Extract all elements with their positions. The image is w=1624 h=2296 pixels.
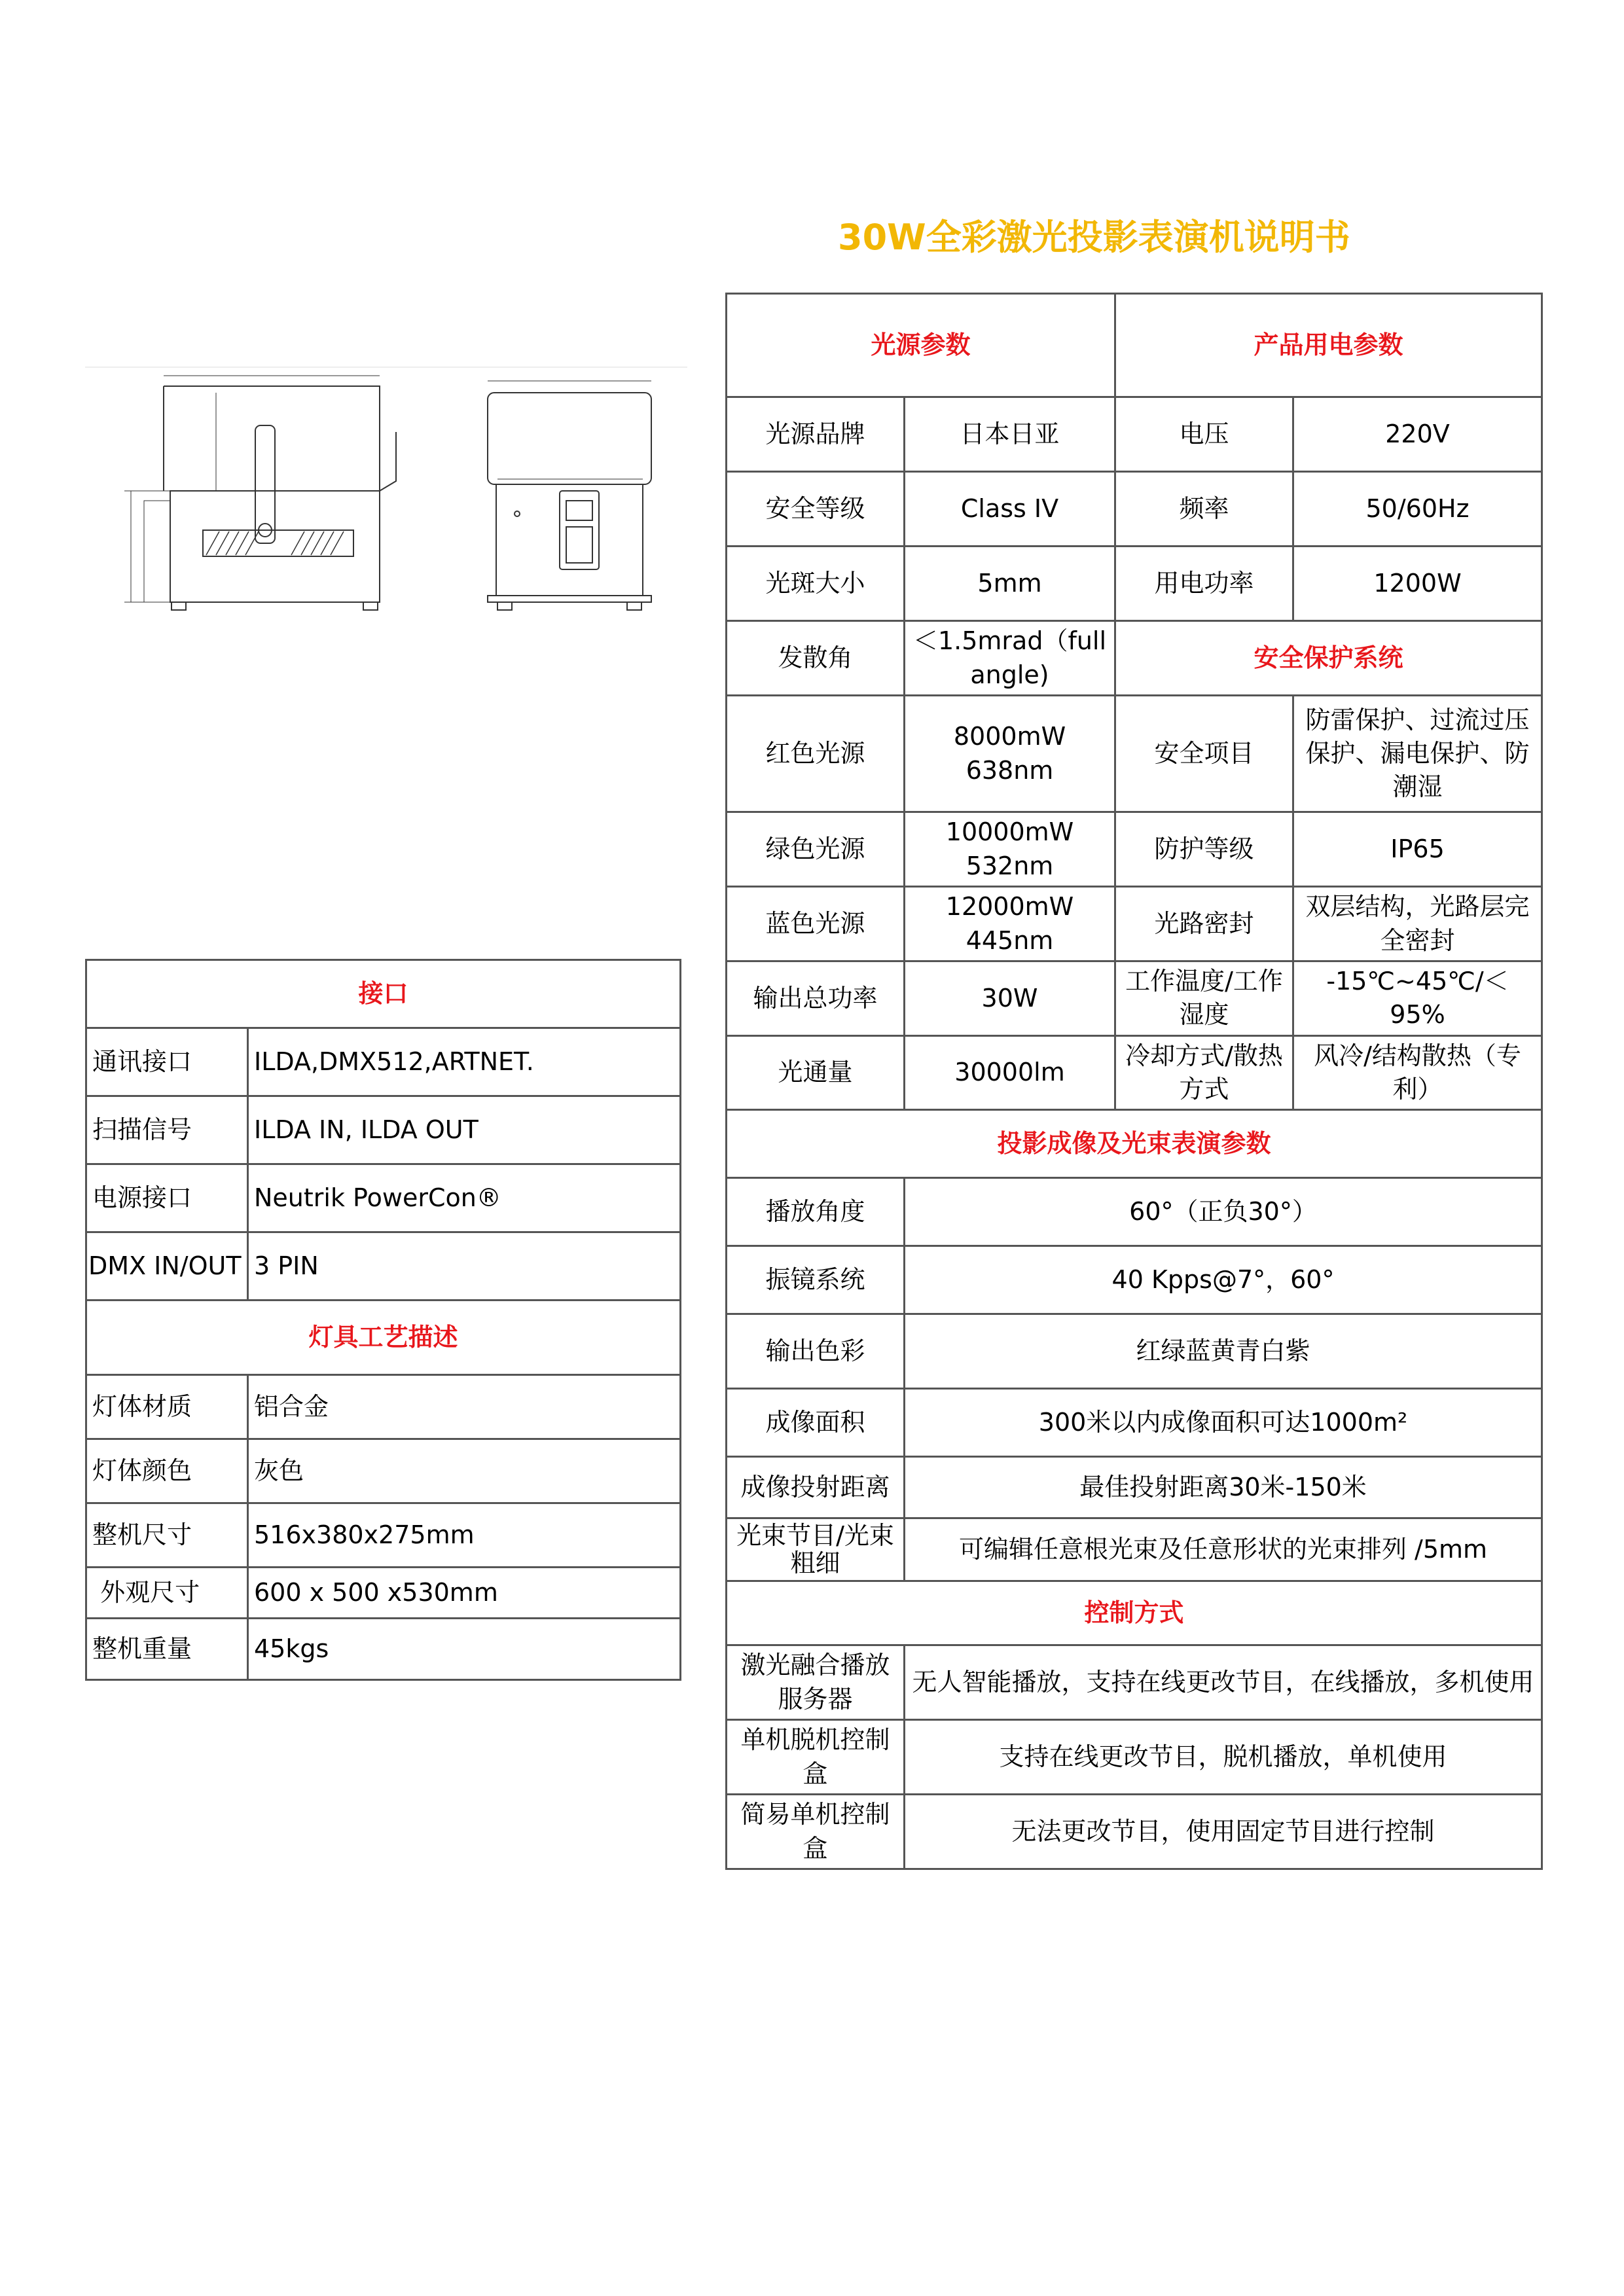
table-row <box>727 1035 1542 1110</box>
spec-label: 光路密封 <box>1115 887 1293 961</box>
spec-label: 安全等级 <box>727 472 905 547</box>
iface-value: 3 PIN <box>248 1232 681 1300</box>
spec-value: 双层结构，光路层完全密封 <box>1293 887 1542 961</box>
table-row <box>86 1375 681 1439</box>
spec-value: 40 Kpps@7°，60° <box>905 1246 1542 1314</box>
spec-label: 安全项目 <box>1115 696 1293 812</box>
spec-value: 日本日亚 <box>905 397 1115 472</box>
table-row <box>86 1503 681 1568</box>
table-row <box>86 1028 681 1096</box>
spec-value: 5mm <box>905 547 1115 621</box>
iface-value: 灰色 <box>248 1439 681 1503</box>
interface-header-row <box>86 960 681 1028</box>
table-row <box>86 1164 681 1232</box>
spec-value: Class IV <box>905 472 1115 547</box>
spec-value: 220V <box>1293 397 1542 472</box>
spec-label: 电压 <box>1115 397 1293 472</box>
spec-value: 1200W <box>1293 547 1542 621</box>
table-row <box>727 472 1542 547</box>
table-row <box>727 812 1542 887</box>
table-row <box>727 1178 1542 1246</box>
iface-label: 整机重量 <box>86 1619 248 1680</box>
document-title: 30W全彩激光投影表演机说明书 <box>838 217 1350 258</box>
spec-label: 防护等级 <box>1115 812 1293 887</box>
side-view-drawing-icon <box>488 381 651 610</box>
table-row <box>727 1457 1542 1518</box>
spec-value: ＜1.5mrad（full angle) <box>905 621 1115 696</box>
table-row <box>727 1645 1542 1720</box>
table-row <box>727 621 1542 696</box>
spec-value: 无人智能播放，支持在线更改节目，在线播放，多机使用 <box>905 1645 1542 1720</box>
table-row <box>727 1518 1542 1581</box>
spec-label: 工作温度/工作湿度 <box>1115 961 1293 1036</box>
table-row <box>727 1795 1542 1869</box>
safety-system-header: 安全保护系统 <box>1115 621 1542 696</box>
iface-value: ILDA IN, ILDA OUT <box>248 1096 681 1164</box>
front-view-drawing-icon <box>124 376 396 610</box>
iface-label: 外观尺寸 <box>86 1568 248 1619</box>
iface-label: 电源接口 <box>86 1164 248 1232</box>
spec-value: 防雷保护、过流过压保护、漏电保护、防潮湿 <box>1293 696 1542 812</box>
spec-label: 光通量 <box>727 1035 905 1110</box>
table-row <box>727 1246 1542 1314</box>
table-row <box>727 1720 1542 1795</box>
spec-label: 蓝色光源 <box>727 887 905 961</box>
spec-label: 绿色光源 <box>727 812 905 887</box>
spec-value: 无法更改节目，使用固定节目进行控制 <box>905 1795 1542 1869</box>
spec-header-row <box>727 294 1542 397</box>
spec-label: 红色光源 <box>727 696 905 812</box>
iface-value: 45kgs <box>248 1619 681 1680</box>
spec-label: 成像投射距离 <box>727 1457 905 1518</box>
spec-label: 成像面积 <box>727 1389 905 1457</box>
craft-header-row <box>86 1300 681 1375</box>
spec-label: 输出总功率 <box>727 961 905 1036</box>
spec-value: 30W <box>905 961 1115 1036</box>
spec-label: 振镜系统 <box>727 1246 905 1314</box>
table-row <box>86 1439 681 1503</box>
iface-label: 灯体颜色 <box>86 1439 248 1503</box>
spec-label: 播放角度 <box>727 1178 905 1246</box>
table-row <box>727 696 1542 812</box>
spec-label: 单机脱机控制盒 <box>727 1720 905 1795</box>
table-row <box>727 887 1542 961</box>
table-row <box>86 1619 681 1680</box>
spec-label: 激光融合播放服务器 <box>727 1645 905 1720</box>
spec-label: 输出色彩 <box>727 1314 905 1389</box>
table-row <box>86 1568 681 1619</box>
table-row <box>727 1389 1542 1457</box>
spec-value: 50/60Hz <box>1293 472 1542 547</box>
table-row <box>727 547 1542 621</box>
spec-value: 最佳投射距离30米-150米 <box>905 1457 1542 1518</box>
projection-section-row <box>727 1110 1542 1178</box>
control-method-header: 控制方式 <box>727 1581 1542 1645</box>
spec-value: 10000mW 532nm <box>905 812 1115 887</box>
table-row <box>727 397 1542 472</box>
iface-value: Neutrik PowerCon® <box>248 1164 681 1232</box>
craft-header: 灯具工艺描述 <box>86 1300 681 1375</box>
spec-label: 光束节目/光束粗细 <box>727 1518 905 1581</box>
spec-value: -15℃~45℃/＜95% <box>1293 961 1542 1036</box>
spec-value: 红绿蓝黄青白紫 <box>905 1314 1542 1389</box>
table-row <box>727 1314 1542 1389</box>
table-row <box>727 961 1542 1036</box>
product-drawings <box>105 367 707 628</box>
spec-value: 300米以内成像面积可达1000m² <box>905 1389 1542 1457</box>
spec-value: 风冷/结构散热（专利） <box>1293 1035 1542 1110</box>
spec-value: 支持在线更改节目，脱机播放，单机使用 <box>905 1720 1542 1795</box>
power-params-header: 产品用电参数 <box>1115 294 1542 397</box>
spec-label: 光源品牌 <box>727 397 905 472</box>
interface-header: 接口 <box>86 960 681 1028</box>
iface-value: 铝合金 <box>248 1375 681 1439</box>
spec-label: 发散角 <box>727 621 905 696</box>
spec-value: 12000mW 445nm <box>905 887 1115 961</box>
spec-value: 30000lm <box>905 1035 1115 1110</box>
table-row <box>86 1096 681 1164</box>
spec-label: 用电功率 <box>1115 547 1293 621</box>
iface-label: DMX IN/OUT <box>86 1232 248 1300</box>
spec-label: 冷却方式/散热方式 <box>1115 1035 1293 1110</box>
iface-value: ILDA,DMX512,ARTNET. <box>248 1028 681 1096</box>
spec-label: 简易单机控制盒 <box>727 1795 905 1869</box>
iface-value: 516x380x275mm <box>248 1503 681 1568</box>
spec-label: 光斑大小 <box>727 547 905 621</box>
projection-params-header: 投影成像及光束表演参数 <box>727 1110 1542 1178</box>
iface-label: 扫描信号 <box>86 1096 248 1164</box>
spec-value: IP65 <box>1293 812 1542 887</box>
table-row <box>86 1232 681 1300</box>
interface-table <box>85 959 681 1681</box>
iface-value: 600 x 500 x530mm <box>248 1568 681 1619</box>
spec-value: 8000mW 638nm <box>905 696 1115 812</box>
spec-value: 60°（正负30°） <box>905 1178 1542 1246</box>
iface-label: 灯体材质 <box>86 1375 248 1439</box>
light-source-header: 光源参数 <box>727 294 1115 397</box>
control-section-row <box>727 1581 1542 1645</box>
iface-label: 整机尺寸 <box>86 1503 248 1568</box>
spec-label: 频率 <box>1115 472 1293 547</box>
spec-table <box>725 293 1543 1870</box>
iface-label: 通讯接口 <box>86 1028 248 1096</box>
spec-value: 可编辑任意根光束及任意形状的光束排列 /5mm <box>905 1518 1542 1581</box>
